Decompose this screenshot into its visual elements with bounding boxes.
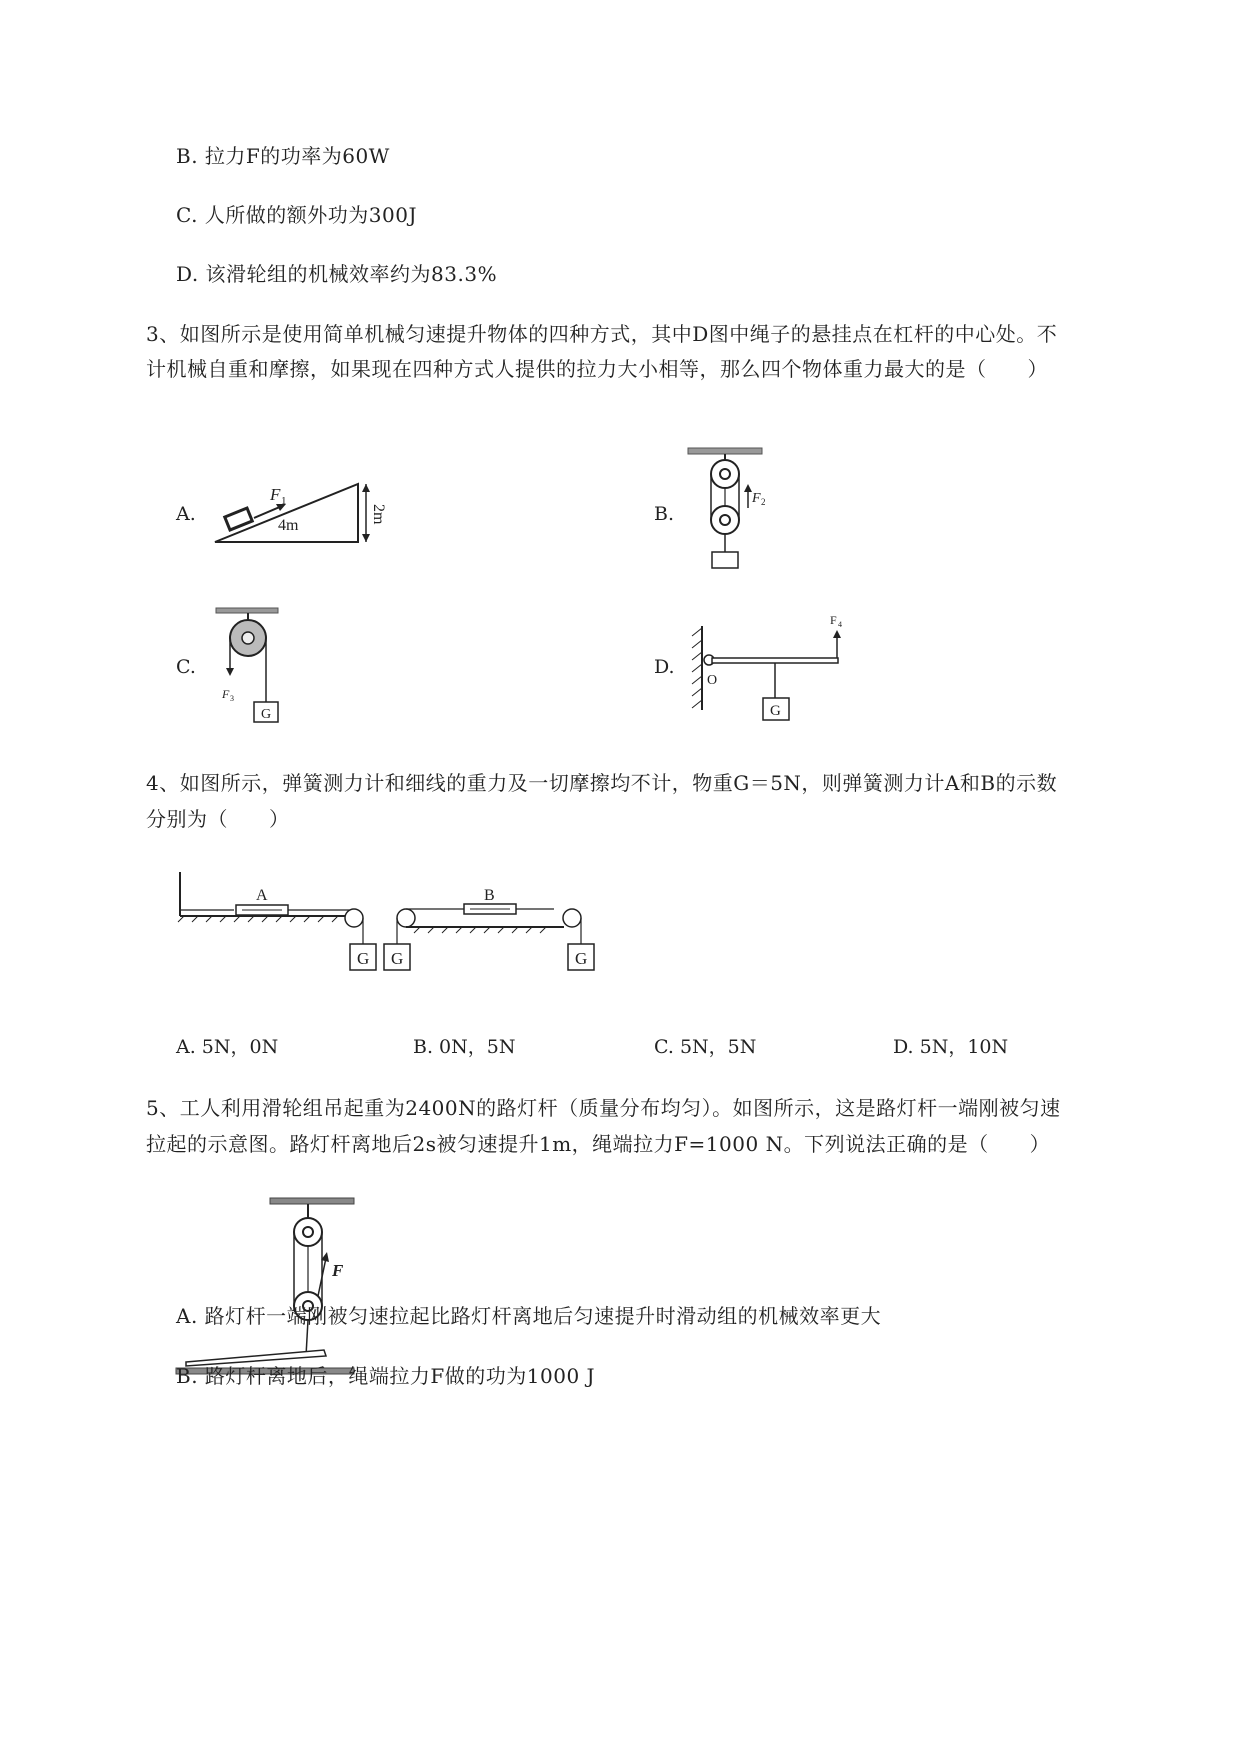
q5-stem-line2: 拉起的示意图。路灯杆离地后2s被匀速提升1m，绳端拉力F=1000 N。下列说法正确的是（ ） [146,1132,1051,1156]
incline-height-label: 2m [370,504,387,525]
q5-stem-line1: 5、工人利用滑轮组吊起重为2400N的路灯杆（质量分布均匀）。如图所示，这是路灯杆一端刚被匀速 [146,1096,1061,1120]
q4-option-d: D. 5N，10N [893,1036,1009,1058]
q3-label-b: B. [654,503,675,525]
f2-label: F [752,491,761,506]
q4-option-b: B. 0N，5N [413,1036,516,1058]
f1-label: F [270,485,281,504]
scale-b-label: B [484,887,495,904]
q4-stem-line2: 分别为（ ） [146,807,290,831]
q3-stem-line1: 3、如图所示是使用简单机械匀速提升物体的四种方式，其中D图中绳子的悬挂点在杠杆的中心处。不 [146,322,1058,346]
q2-option-d: D. 该滑轮组的机械效率约为83.3% [176,262,498,286]
f3-label: F [222,687,230,701]
f1-subscript: 1 [281,495,287,507]
q2-option-b: B. 拉力F的功率为60W [176,144,390,168]
q4-figure-spring-scales [174,872,610,982]
q3-figure-d-lever [690,608,850,733]
f4-subscript: 4 [838,620,842,629]
q4-option-c: C. 5N，5N [654,1036,757,1058]
q3-figure-a-incline [200,440,400,550]
q3-label-a: A. [176,503,196,525]
q3-stem-line2: 计机械自重和摩擦，如果现在四种方式人提供的拉力大小相等，那么四个物体重力最大的是（ ） [146,357,1048,381]
q5-force-label: F [332,1261,344,1280]
f2-subscript: 2 [761,497,766,507]
f3-subscript: 3 [230,694,234,703]
f4-label: F [830,613,837,627]
fig-d-weight-label: G [770,703,781,719]
q5-figure-lamp-pole [174,1198,360,1386]
pivot-label: O [707,673,718,688]
q2-option-c: C. 人所做的额外功为300J [176,203,417,227]
weight-g-1: G [357,949,370,968]
scale-a-label: A [256,887,268,904]
q5-option-b: B. 路灯杆离地后，绳端拉力F做的功为1000 J [176,1364,596,1388]
incline-length-label: 4m [278,517,299,534]
q4-stem-line1: 4、如图所示，弹簧测力计和细线的重力及一切摩擦均不计，物重G＝5N，则弹簧测力计A和B的示数 [146,771,1058,795]
fig-c-weight-label: G [261,707,272,722]
q3-label-c: C. [176,656,196,678]
weight-g-2: G [391,949,404,968]
q3-figure-c-fixed-pulley [210,608,290,728]
q4-option-a: A. 5N，0N [176,1036,279,1058]
q5-option-a: A. 路灯杆一端刚被匀速拉起比路灯杆离地后匀速提升时滑动组的机械效率更大 [176,1304,882,1328]
q3-label-d: D. [654,656,675,678]
q3-figure-b-pulley-block [680,448,790,578]
weight-g-3: G [575,949,588,968]
